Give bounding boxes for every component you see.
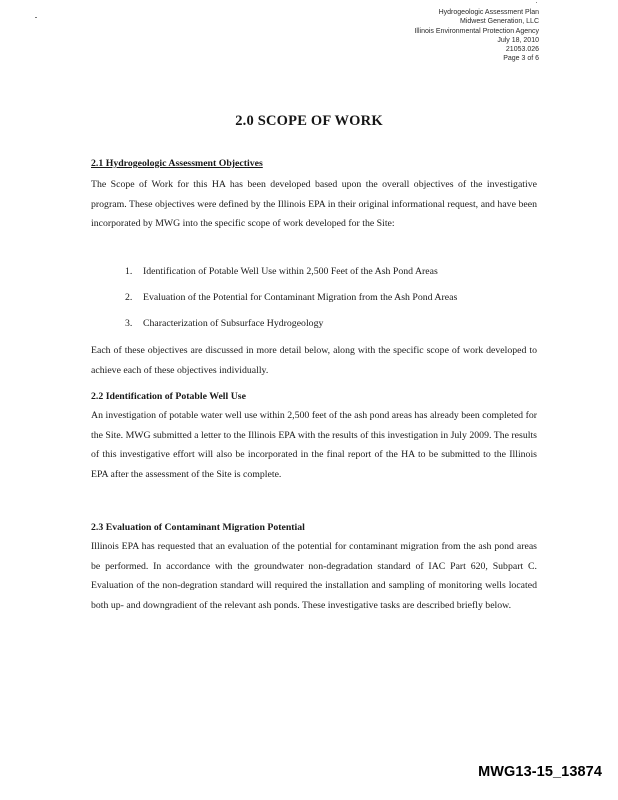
header-agency: Illinois Environmental Protection Agency <box>414 27 539 35</box>
section-2-2-paragraph: An investigation of potable water well use within 2,500 feet of the ash pond areas has already been completed for the Site. MWG submitted a letter to the Illinois EPA with the results of this investigation in July 2009. The results of this investigative effort will also be incorporated in the final report of the HA to be submitted to the Illinois EPA after the assessment of the Site is complete. <box>91 410 537 481</box>
objectives-list <box>125 263 545 341</box>
list-item <box>125 263 545 289</box>
list-item-number: 3. <box>125 318 133 329</box>
list-item-text: Characterization of Subsurface Hydrogeology <box>143 318 324 329</box>
header-company: Midwest Generation, LLC <box>460 18 539 26</box>
page-title: 2.0 SCOPE OF WORK <box>235 113 383 129</box>
section-heading-2-3: 2.3 Evaluation of Contaminant Migration Potential <box>91 522 305 533</box>
section-heading-2-2: 2.2 Identification of Potable Well Use <box>91 391 246 402</box>
header-report-title: Hydrogeologic Assessment Plan <box>438 9 539 16</box>
document-header <box>414 8 539 64</box>
section-2-1-intro-paragraph: The Scope of Work for this HA has been developed based upon the overall objectives of the investigative program. These objectives were defined by the Illinois EPA in their original informational request, and have been incorporated by MWG into the specific scope of work developed for the Site: <box>91 179 537 230</box>
list-item <box>125 315 545 341</box>
list-item-text: Evaluation of the Potential for Contaminant Migration from the Ash Pond Areas <box>143 292 458 303</box>
list-item-number: 1. <box>125 266 133 277</box>
section-2-1-closing-paragraph: Each of these objectives are discussed in more detail below, along with the specific scope of work developed to achieve each of these objectives individually. <box>91 345 537 376</box>
section-2-3-paragraph: Illinois EPA has requested that an evaluation of the potential for contaminant migration from the ash pond areas be performed. In accordance with the groundwater non-degradation standard of IAC Part 620, Subpart C. Evaluation of the non-degration standard will required the installation and sampling of monitoring wells located both up- and downgradient of the relevant ash ponds. These investigative tasks are described briefly below. <box>91 541 537 612</box>
scan-artifact <box>536 2 537 3</box>
header-project-number: 21053.026 <box>505 46 539 54</box>
list-item-number: 2. <box>125 292 133 303</box>
scan-artifact <box>35 17 37 18</box>
list-item-text: Identification of Potable Well Use within 2,500 Feet of the Ash Pond Areas <box>143 266 438 277</box>
header-date: July 18, 2010 <box>497 36 539 44</box>
bates-number: MWG13-15_13874 <box>478 764 602 780</box>
section-heading-2-1: 2.1 Hydrogeologic Assessment Objectives <box>91 158 263 169</box>
header-page-number: Page 3 of 6 <box>503 55 539 63</box>
list-item <box>125 289 545 315</box>
